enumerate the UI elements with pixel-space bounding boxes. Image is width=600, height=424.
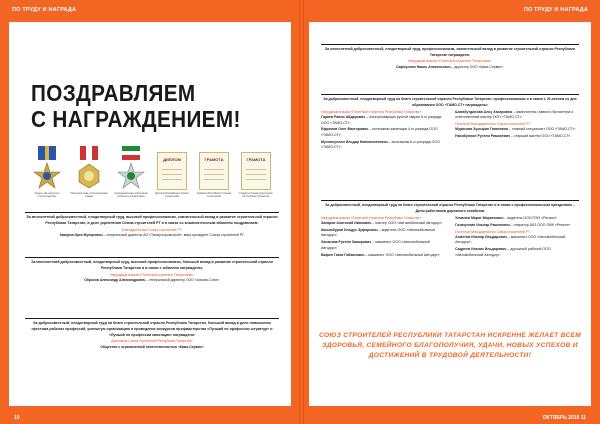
awardee-role: – главный специалист ООО «ТАМО-СТ»; (507, 127, 576, 132)
awardee-role: – машинист ООО «Автомобильный Автодор»; (455, 234, 566, 245)
award-category: Благодарностью Союза строителей РТ: (121, 227, 183, 232)
award-block (25, 318, 279, 350)
spine-binding (296, 0, 304, 424)
award-category: Нагрудным знаком «Почетный строитель Республики Татарстан»: (321, 109, 422, 114)
awardee-name: Садреев Ильназ Ильдарович (455, 247, 507, 252)
award-caption: Диплом Российского Союза строителей (155, 192, 189, 198)
awardee (455, 134, 579, 139)
page-number-left: 10 (14, 415, 20, 421)
awardee-role: – заместитель главного бухгалтера и ответственный мастер ООО «ТАМО-СТ». (455, 109, 574, 120)
awardee-role: – дорожный рабочий ООО «Автомобильный Автодор». (455, 247, 551, 257)
block-lead: За добросовестный, плодотворный труд на благо строительной отрасли Республики Татарстан и в связи с профессиональным праздником – Днем работников дорожного хозяйства (325, 203, 575, 213)
awardee (321, 140, 445, 151)
awardee-role: – директор ООО «Камэ-Сервис». (450, 64, 504, 69)
awardee-columns (321, 108, 579, 150)
awardee (455, 216, 579, 221)
awardee-role: – машинист ООО «Автомобильный Автодор»; (321, 240, 430, 250)
awardee-name: Мухлисуллин Ильдар Миннахметович (321, 139, 388, 144)
award-block (321, 200, 579, 258)
block-lead: За многолетний добросовестный, плодотворный труд, высокий профессионализм, значительный вклад в развитие строительной отрасли Республики Татарстан, в деле укрепления Союза строителей РТ и в связи со знаменательным юбилеем поздравляем: (26, 215, 278, 225)
awardee (25, 278, 279, 284)
awardee-role: – старший мастер ООО «ТАМО-СТ». (510, 134, 572, 139)
awardee-role: – мастер ООО «Автомобильный Автодор»; (371, 221, 443, 226)
awardee (321, 110, 445, 126)
awardee-name: Касымбуров Ильдус Зуфарович (321, 228, 378, 233)
page-number-right: ОКТЯБРЬ 2019 11 (542, 415, 586, 421)
award-caption: Орден «За заслуги в строительстве» (34, 192, 60, 198)
awardee (455, 230, 579, 246)
awardee (455, 110, 579, 121)
block-lead: За многолетний добросовестный, плодотворный труд, профессионализм, значительный вклад в развитие строительной отрасли Республики Татарстан награждено: (325, 47, 575, 57)
awardee-column (455, 214, 579, 258)
award-category: Нагрудным знаком «Почетный строитель Республики Татарстан»: (321, 215, 422, 220)
awardee-name: Общество с ограниченной ответственностью «Камэ-Сервис» (100, 344, 204, 349)
awardee-role: – генеральный директор ООО «Альянс-Сити». (145, 278, 220, 283)
awardee-name: Насибуллин Рустем Рамилевич (455, 134, 511, 139)
awardee-name: Газизуллин Ильнар Рашитович (455, 222, 510, 227)
awardee (321, 240, 445, 251)
awardee (25, 233, 279, 239)
headline-line-1: ПОЗДРАВЛЯЕМ (31, 80, 196, 106)
awardee (455, 247, 579, 258)
award-category: Нагрудным знаком «Почетный строитель Татарстана»: (407, 59, 493, 64)
left-page (9, 22, 291, 406)
award-category: Нагрудным знаком «Почетный строитель Татарстана»: (109, 272, 195, 277)
awardee (321, 65, 579, 70)
awardee (455, 122, 579, 133)
awardee (321, 127, 445, 138)
divider (321, 94, 579, 95)
awardee-name: Гараев Раиль Айдарович (321, 115, 366, 120)
awardee-name: Мурасова Зульфия Гаязиевна (455, 127, 508, 132)
divider (321, 200, 579, 201)
divider (25, 257, 279, 258)
awardee-role: – водитель ООО «Автомобильный Автодор»; (321, 228, 435, 238)
page-headline (31, 80, 241, 132)
award-caption: Грамота Союза строителей Республики Татарстан (239, 192, 273, 198)
awardee-name: Ахметов Ильнар Ильдарович (455, 234, 507, 239)
divider (321, 44, 579, 45)
awardee (321, 216, 445, 227)
divider (25, 212, 279, 213)
awardee-role: – машинист ООО «Автомобильный Автодор»; (364, 252, 441, 257)
awardee-role: – монтажник 6-го разряда ООО «ТАМО-СТ»; (321, 139, 440, 150)
awardee (25, 345, 279, 351)
award-block (25, 212, 279, 239)
order-star-icon (33, 162, 61, 190)
diploma-icon: ДИПЛОМ (157, 152, 187, 190)
block-lead: За добросовестный, плодотворный труд на благо строительной отрасли Республики Татарстан, профессионализм и в связи с 20-летием со дня образования ООО «ТАМО-СТ» награждены: (323, 97, 577, 107)
awardee-name: Ефремов Олег Викторович (321, 127, 369, 132)
block-lead: За добросовестный, плодотворный труд на благо строительной отрасли Республики Татарстан, большой вклад в дело повышения престижа рабочих профессий, успешную организацию и проведение конкурсов профмастерства «Лучший по профессии штукатур» и «Лучший по профессии каменщик» награждено: (31, 321, 273, 337)
block-lead: За многолетний добросовестный, плодотворный труд, высокий профессионализм, большой вклад в развитие строительной отрасли Республики Татарстан и в связи с юбилеем награждены: (31, 260, 273, 270)
award-item (111, 140, 151, 206)
awardee (321, 253, 445, 258)
order-star-icon (117, 162, 145, 190)
award-category: Дипломом Союза строителей Республики Татарстан: (111, 339, 193, 344)
rubric-right: ПО ТРУДУ И НАГРАДА (523, 7, 588, 13)
awardee-role: – электросварщик ручной сварки 5-го разряда ООО «ТАМО-СТ»; (321, 115, 442, 125)
awardee-name: Шигабутдинова Алсу Хасаровна (455, 109, 512, 114)
awardee-name: Сафиуллин Наиль Анатольевич (396, 64, 451, 69)
award-caption: Почетный знак «Строительная слава» (70, 192, 108, 198)
awardee-name: Вафин Газиз Гайзасович (321, 252, 365, 257)
award-caption: Грамота Российского Союза строителей (196, 192, 232, 198)
award-caption: Нагрудный знак «Почетный строитель Татарстана» (114, 192, 148, 198)
awardee-role: – монтажник каменщик 4-го разряда ООО «ТАМО-СТ»; (321, 127, 438, 137)
ribbon-icon (122, 146, 140, 160)
ribbon-icon (38, 146, 56, 160)
awardee-name: Хасанова Рустем Замирович (321, 240, 372, 245)
awardee-role: – водитель ООО ПЭО «Регион»; (503, 215, 558, 220)
awardee-name: Закиров Ирек Мунирович (59, 233, 103, 238)
awardee-columns (321, 214, 579, 258)
headline-line-2: С НАГРАЖДЕНИЕМ! (31, 106, 241, 132)
certificate-icon: ГРАМОТА (241, 152, 271, 190)
awardee-name: Захаров Анатолий Иванович (321, 221, 372, 226)
awardee-column (321, 214, 445, 258)
divider (25, 318, 279, 319)
awardee-name: Обросов Александр Александрович (84, 278, 146, 283)
award-item (27, 140, 67, 206)
certificate-icon: ГРАМОТА (199, 152, 229, 190)
rubric-left: ПО ТРУДУ И НАГРАДА (12, 7, 77, 13)
award-category: Почетной благодарностью Союза строителей РТ: (455, 122, 531, 127)
awardee (455, 223, 579, 228)
award-block (321, 94, 579, 151)
awardee-column (455, 108, 579, 150)
award-item (69, 140, 109, 206)
ribbon-icon (80, 146, 98, 160)
order-star-icon (75, 162, 103, 190)
awardee-role: – оператор АБЗ ООО ПМК «Регион». (509, 222, 572, 227)
awards-strip (27, 140, 287, 210)
awardee-column (321, 108, 445, 150)
award-block (25, 257, 279, 284)
closing-greeting: СОЮЗ СТРОИТЕЛЕЙ РЕСПУБЛИКИ ТАТАРСТАН ИСКРЕННЕ ЖЕЛАЕТ ВСЕМ ЗДОРОВЬЯ, СЕМЕЙНОГО БЛАГОПОЛУЧИЯ, УДАЧИ, НОВЫХ УСПЕХОВ И ДОСТИЖЕНИЙ В ТРУДОВОЙ ДЕЯТЕЛЬНОСТИ! (318, 332, 582, 359)
awardee (321, 228, 445, 239)
awardee-name: Усманов Марат Мирзатович (455, 215, 504, 220)
awardee-role: – генеральный директор АО «Татагропромстрой», вице-президент Союза строителей РТ. (102, 233, 245, 238)
award-category: Почетной благодарностью Союза строителей РТ: (455, 229, 531, 234)
award-block (321, 44, 579, 70)
